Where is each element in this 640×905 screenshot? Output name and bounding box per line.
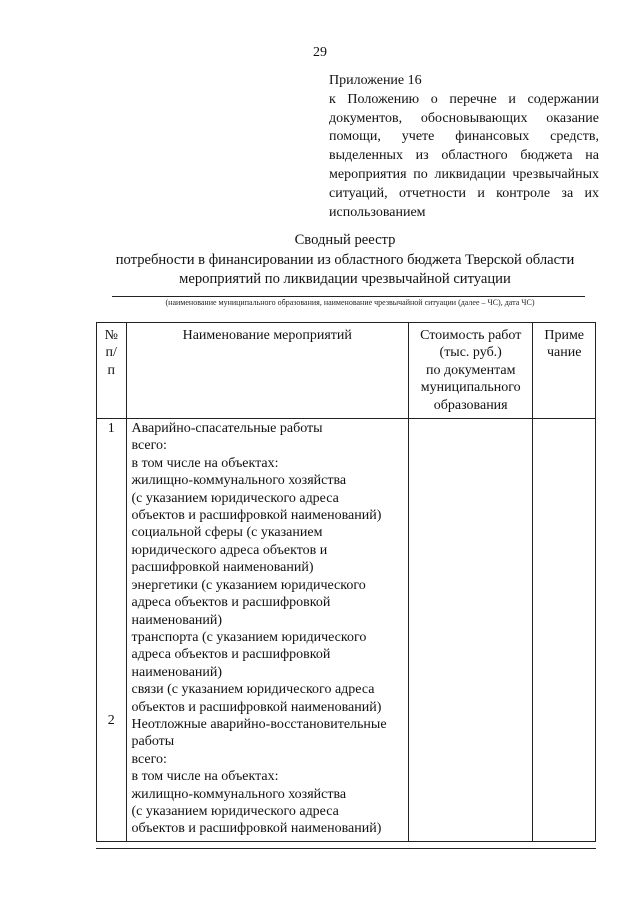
header-number-line: п/ <box>105 345 117 361</box>
header-cost-line: образования <box>433 397 508 413</box>
header-cost-line: (тыс. руб.) <box>439 345 502 361</box>
activity-line: Аварийно-спасательные работы <box>131 421 323 437</box>
appendix-body: к Положению о перечне и содержании документов, обосновывающих оказание помощи, учете финансовых средств, выделенных из областного бюджета на мероприятия по ликвидации чрезвычайных ситуаций, отчетности и контроле за их использованием <box>329 91 599 220</box>
row-number: 2 <box>107 713 115 729</box>
header-note <box>533 323 596 419</box>
appendix-title: Приложение 16 <box>329 73 422 88</box>
header-cost-line: Стоимость работ <box>420 328 522 343</box>
row-number-cell <box>97 419 127 842</box>
table-header-row <box>97 323 596 419</box>
activity-line: всего: <box>131 751 167 767</box>
activity-line: связи (с указанием юридического адреса <box>131 682 375 698</box>
activity-line: расшифровкой наименований) <box>131 560 314 576</box>
table-bottom-border <box>96 848 596 849</box>
header-number <box>97 323 127 419</box>
header-note-line: Приме <box>544 328 585 343</box>
activity-line: социальной сферы (с указанием <box>131 525 323 541</box>
activity-line: транспорта (с указанием юридического <box>131 629 367 645</box>
header-number-line: № <box>104 328 118 343</box>
header-cost-line: по документам <box>425 362 516 378</box>
fill-in-line <box>112 296 585 297</box>
fill-in-caption: (наименование муниципального образования, наименование чрезвычайной ситуации (далее – ЧС), дата ЧС) <box>165 298 535 307</box>
activity-line: в том числе на объектах: <box>131 769 279 785</box>
activity-line: всего: <box>131 438 167 454</box>
activity-line: в том числе на объектах: <box>131 455 279 471</box>
note-cell <box>533 419 596 842</box>
appendix-block <box>329 72 599 222</box>
row-number: 1 <box>107 421 115 437</box>
page-number: 29 <box>313 45 327 60</box>
activity-line: объектов и расшифровкой наименований) <box>131 821 382 837</box>
activity-line: наименований) <box>131 612 223 628</box>
activity-line: адреса объектов и расшифровкой <box>131 595 331 611</box>
document-title-line: Сводный реестр <box>294 232 396 248</box>
document-title-line: мероприятий по ликвидации чрезвычайной ситуации <box>179 271 511 287</box>
activity-line: адреса объектов и расшифровкой <box>131 647 331 663</box>
registry-table <box>96 322 596 842</box>
document-title <box>95 231 595 290</box>
activity-name-cell <box>126 419 409 842</box>
header-activity-name: Наименование мероприятий <box>126 323 409 419</box>
activity-line: юридического адреса объектов и <box>131 542 328 558</box>
header-note-line: чание <box>546 345 582 361</box>
activity-line: жилищно-коммунального хозяйства <box>131 786 347 802</box>
header-cost-line: муниципального <box>420 380 521 396</box>
activity-line: Неотложные аварийно-восстановительные <box>131 716 387 732</box>
header-number-line: п <box>107 362 115 378</box>
activity-line: (с указанием юридического адреса <box>131 803 339 819</box>
cost-cell <box>409 419 533 842</box>
activity-line: объектов и расшифровкой наименований) <box>131 699 382 715</box>
activity-line: энергетики (с указанием юридического <box>131 577 366 593</box>
activity-line: жилищно-коммунального хозяйства <box>131 473 347 489</box>
activity-line: (с указанием юридического адреса <box>131 490 339 506</box>
activity-line: объектов и расшифровкой наименований) <box>131 508 382 524</box>
header-cost <box>409 323 533 419</box>
table-row <box>97 419 596 842</box>
activity-line: работы <box>131 734 175 750</box>
activity-line: наименований) <box>131 664 223 680</box>
document-title-line: потребности в финансировании из областного бюджета Тверской области <box>115 251 575 268</box>
